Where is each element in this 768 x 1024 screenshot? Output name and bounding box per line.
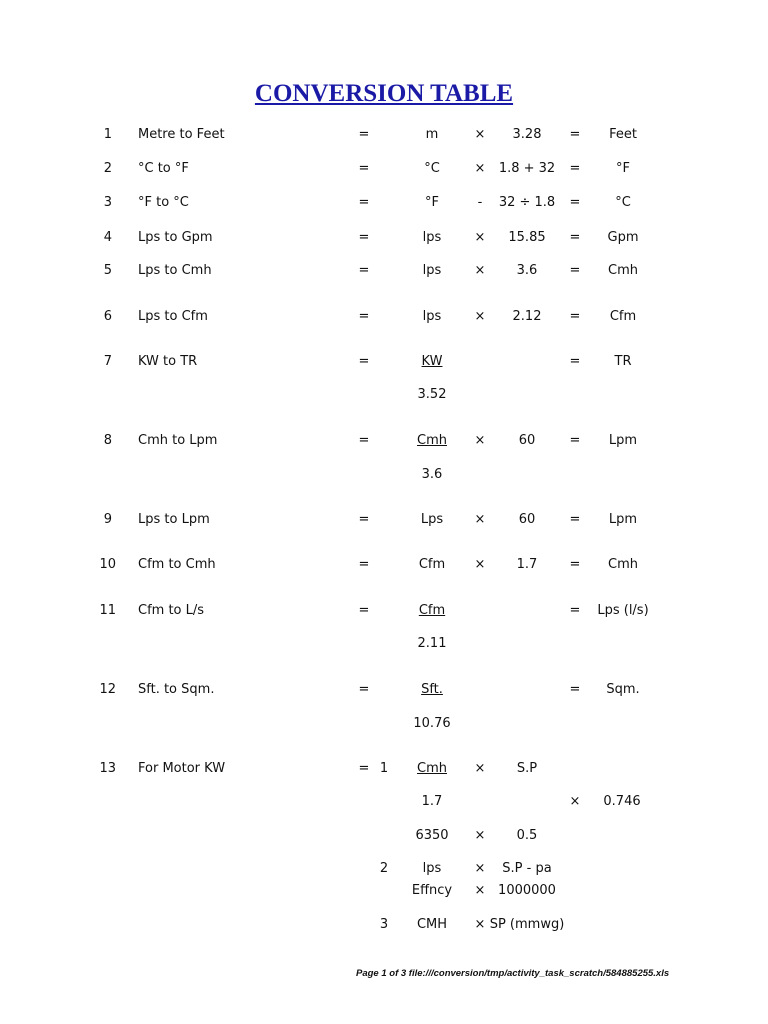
row-number: 1 — [103, 127, 112, 142]
equals-sign: = — [569, 263, 581, 278]
operator-cell: × — [474, 230, 486, 245]
numerator-cell: Sft. — [421, 682, 443, 697]
result-cell: °F — [616, 161, 630, 176]
equals-sign: = — [569, 682, 581, 697]
row-number: 10 — [99, 557, 116, 572]
operator-cell: × — [474, 161, 486, 176]
result-cell: Cmh — [608, 557, 638, 572]
equals-sign: = — [569, 433, 581, 448]
equals-sign: = — [358, 603, 370, 618]
row-number: 6 — [103, 309, 112, 324]
denominator-cell: 2.11 — [417, 636, 447, 651]
formula-index: 2 — [379, 861, 389, 876]
operator-cell: × — [474, 828, 486, 843]
row-number: 11 — [99, 603, 116, 618]
equals-sign: = — [569, 512, 581, 527]
numerator-cell: Cmh — [417, 761, 447, 776]
equals-sign: = — [569, 603, 581, 618]
factor-cell: 1.8 + 32 — [498, 161, 556, 176]
unit-cell: °C — [424, 161, 440, 176]
factor-cell: 3.28 — [512, 127, 542, 142]
row-label: °C to °F — [138, 161, 189, 176]
denominator-cell: 10.76 — [413, 716, 451, 731]
row-label: For Motor KW — [138, 761, 226, 776]
unit-cell: lps — [422, 263, 442, 278]
equals-sign: = — [358, 354, 370, 369]
row-label: KW to TR — [138, 354, 198, 369]
factor-cell: 15.85 — [508, 230, 546, 245]
unit-cell: lps — [422, 230, 442, 245]
equals-sign: = — [569, 230, 581, 245]
equals-sign: = — [358, 512, 370, 527]
mid-cell: 1.7 — [421, 794, 443, 809]
numerator-cell: lps — [422, 861, 442, 876]
denominator-cell: 3.52 — [417, 387, 447, 402]
denominator-cell: 6350 — [415, 828, 449, 843]
result-cell: Lpm — [608, 433, 638, 448]
factor-cell: 32 ÷ 1.8 — [498, 195, 556, 210]
row-number: 13 — [99, 761, 116, 776]
factor-cell: 0.746 — [603, 794, 641, 809]
numerator-cell: KW — [421, 354, 443, 369]
row-number: 8 — [103, 433, 112, 448]
result-cell: Feet — [609, 127, 637, 142]
numerator-cell: Cmh — [417, 433, 447, 448]
row-number: 9 — [103, 512, 112, 527]
page-title: CONVERSION TABLE — [254, 80, 514, 107]
formula-index: 3 — [379, 917, 389, 932]
operator-cell: × — [474, 883, 486, 898]
equals-sign: = — [569, 127, 581, 142]
row-label: °F to °C — [138, 195, 189, 210]
equals-sign: = — [358, 682, 370, 697]
equals-sign: = — [569, 161, 581, 176]
operator-cell: × — [474, 263, 486, 278]
equals-sign: = — [358, 557, 370, 572]
equals-sign: = — [358, 230, 370, 245]
unit-cell: °F — [425, 195, 439, 210]
row-label: Lps to Lpm — [138, 512, 210, 527]
equals-sign: = — [569, 195, 581, 210]
equals-sign: = — [358, 433, 370, 448]
equals-sign: = — [358, 263, 370, 278]
result-cell: Cmh — [608, 263, 638, 278]
result-cell: TR — [614, 354, 632, 369]
factor-cell: 1.7 — [516, 557, 538, 572]
operator-cell: × — [474, 433, 486, 448]
factor-cell: 60 — [518, 433, 536, 448]
operator-cell: - — [477, 195, 483, 210]
equals-sign: = — [358, 127, 370, 142]
equals-sign: = — [569, 354, 581, 369]
formula-index: 1 — [379, 761, 389, 776]
unit-cell: m — [425, 127, 439, 142]
operator-cell: × — [474, 861, 486, 876]
page-footer: Page 1 of 3 file:///conversion/tmp/activity_task_scratch/584885255.xls — [356, 968, 670, 979]
row-number: 3 — [103, 195, 112, 210]
efficiency-cell: 0.5 — [516, 828, 538, 843]
row-label: Sft. to Sqm. — [138, 682, 215, 697]
row-number: 7 — [103, 354, 112, 369]
factor-cell: 60 — [518, 512, 536, 527]
row-label: Lps to Cmh — [138, 263, 212, 278]
row-number: 2 — [103, 161, 112, 176]
denominator-cell: 3.6 — [421, 467, 443, 482]
operator-cell: × — [569, 794, 581, 809]
static-pressure-cell: S.P - pa — [502, 861, 552, 876]
operator-cell: × — [474, 309, 486, 324]
equals-sign: = — [358, 761, 370, 776]
result-cell: °C — [615, 195, 631, 210]
row-label: Cfm to Cmh — [138, 557, 216, 572]
equals-sign: = — [358, 161, 370, 176]
row-label: Cmh to Lpm — [138, 433, 218, 448]
denominator-cell: Effncy — [411, 883, 453, 898]
numerator-cell: Cfm — [418, 603, 446, 618]
operator-cell: × — [474, 917, 486, 932]
equals-sign: = — [358, 309, 370, 324]
row-label: Lps to Cfm — [138, 309, 208, 324]
factor-cell: 1000000 — [498, 883, 556, 898]
operator-cell: × — [474, 761, 486, 776]
numerator-cell: CMH — [416, 917, 448, 932]
equals-sign: = — [358, 195, 370, 210]
result-cell: Gpm — [607, 230, 639, 245]
row-number: 12 — [99, 682, 116, 697]
unit-cell: Lps — [420, 512, 444, 527]
factor-cell: 3.6 — [516, 263, 538, 278]
result-cell: Sqm. — [606, 682, 640, 697]
row-number: 5 — [103, 263, 112, 278]
factor-cell: 2.12 — [512, 309, 542, 324]
row-number: 4 — [103, 230, 112, 245]
result-cell: Lpm — [608, 512, 638, 527]
static-pressure-cell: S.P — [516, 761, 538, 776]
row-label: Lps to Gpm — [138, 230, 213, 245]
operator-cell: × — [474, 127, 486, 142]
row-label: Cfm to L/s — [138, 603, 205, 618]
result-cell: Cfm — [609, 309, 637, 324]
row-label: Metre to Feet — [138, 127, 225, 142]
operator-cell: × — [474, 557, 486, 572]
equals-sign: = — [569, 309, 581, 324]
static-pressure-cell: SP (mmwg) — [489, 917, 565, 932]
unit-cell: Cfm — [418, 557, 446, 572]
equals-sign: = — [569, 557, 581, 572]
result-cell: Lps (l/s) — [597, 603, 649, 618]
operator-cell: × — [474, 512, 486, 527]
unit-cell: lps — [422, 309, 442, 324]
